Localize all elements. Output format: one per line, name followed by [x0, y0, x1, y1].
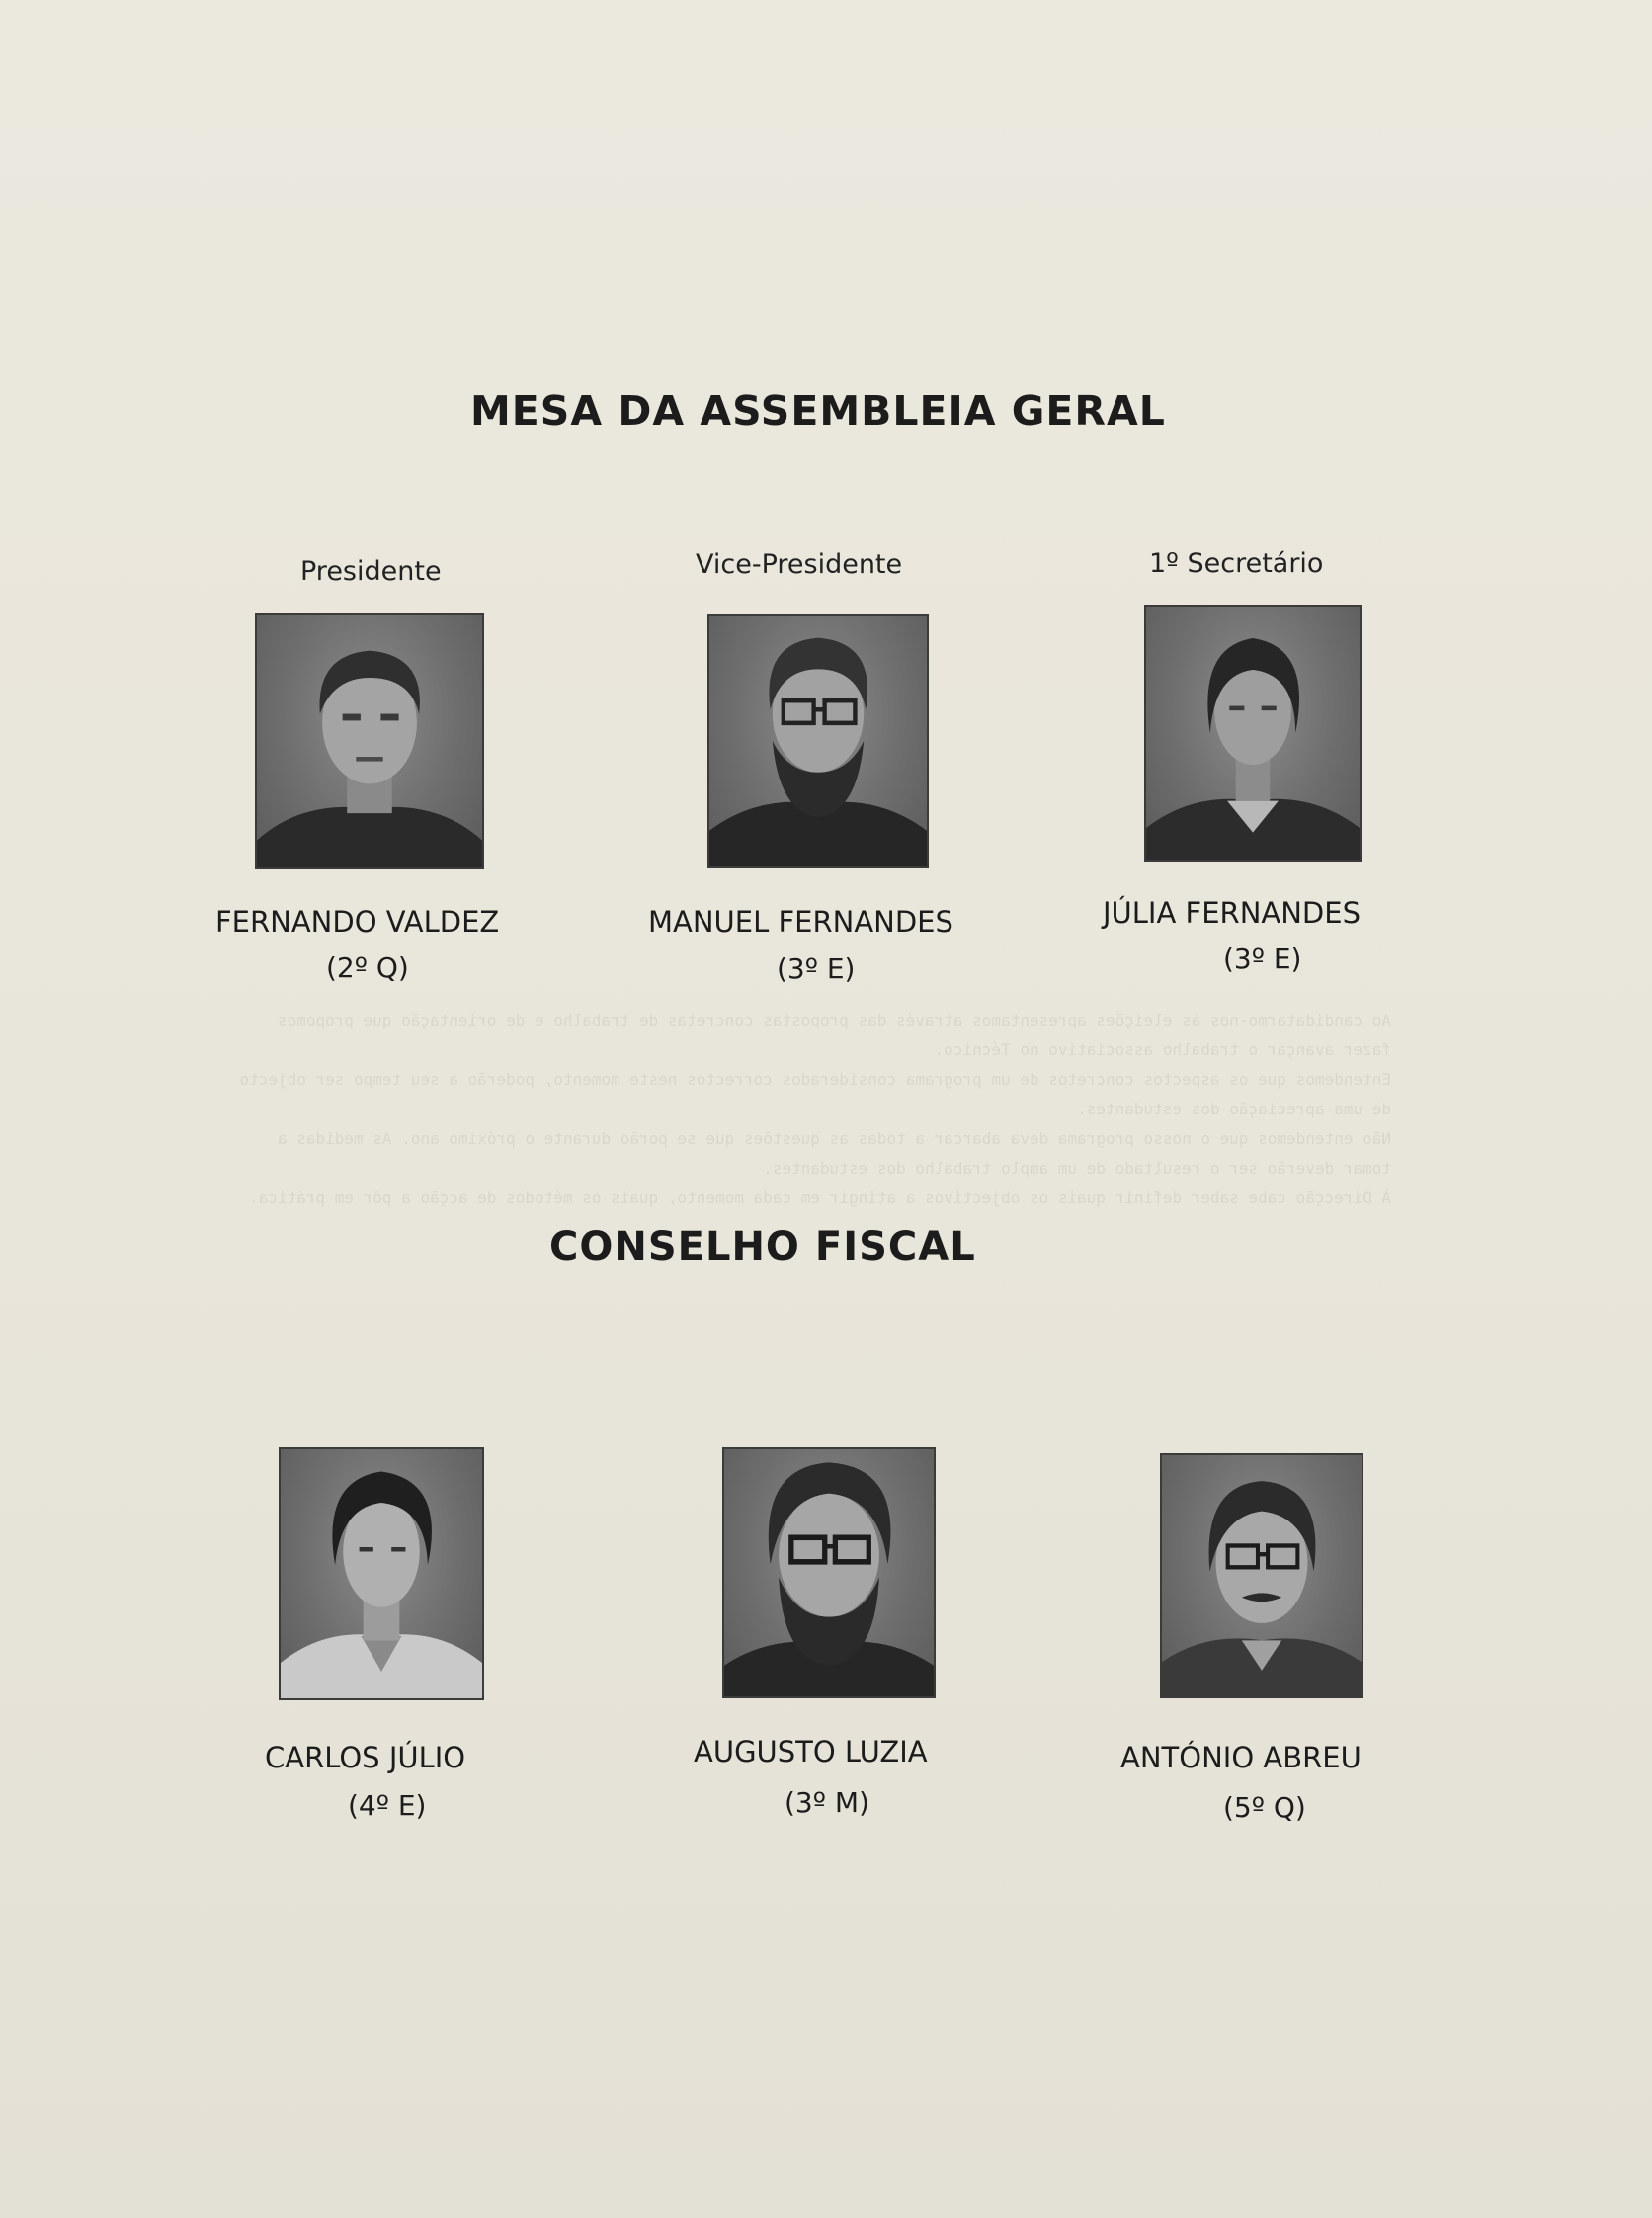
section-title-mesa: MESA DA ASSEMBLEIA GERAL [470, 387, 1166, 435]
section-title-conselho: CONSELHO FISCAL [549, 1224, 976, 1270]
member-name-antonio: ANTÓNIO ABREU [1120, 1741, 1362, 1774]
portrait-photo-carlos [279, 1447, 484, 1700]
member-year-antonio: (5º Q) [1223, 1791, 1306, 1824]
role-label-presidente: Presidente [300, 556, 442, 587]
member-name-carlos: CARLOS JÚLIO [265, 1741, 466, 1774]
member-year-vice-presidente: (3º E) [777, 952, 856, 985]
role-label-vice-presidente: Vice-Presidente [696, 549, 903, 580]
portrait-photo-secretario [1144, 605, 1362, 862]
member-year-carlos: (4º E) [348, 1789, 427, 1822]
member-name-augusto: AUGUSTO LUZIA [694, 1735, 928, 1768]
portrait-photo-augusto [722, 1447, 936, 1698]
member-year-secretario: (3º E) [1223, 943, 1302, 975]
portrait-photo-presidente [255, 613, 484, 869]
member-name-secretario: JÚLIA FERNANDES [1103, 896, 1361, 930]
member-year-augusto: (3º M) [785, 1786, 869, 1819]
member-name-vice-presidente: MANUEL FERNANDES [648, 905, 953, 939]
portrait-photo-antonio [1160, 1453, 1363, 1698]
role-label-secretario: 1º Secretário [1149, 548, 1324, 579]
member-name-presidente: FERNANDO VALDEZ [215, 905, 500, 939]
portrait-photo-vice-presidente [707, 614, 929, 868]
bleed-through-text: Ao candidatarmo-nos às eleições apresentamos através das propostas concretas de trabalho e de orientação que propomos fazer avançar o trabalho associativo no Técnico. Entendemos que os aspectos concretos de um programa considerados correctos neste momento, poderão a seu tempo ser objecto de uma apreciação dos estudantes. Não entendemos que o nosso programa deva abarcar a todas as questões que se porão durante o próximo ano. As medidas a tomar deverão ser o resultado de um amplo trabalho dos estudantes. À Direcção cabe saber definir quais os objectivos a atingir em cada momento, quais os métodos de acção a pôr em prática. [239, 1011, 1391, 1207]
member-year-presidente: (2º Q) [326, 951, 409, 984]
